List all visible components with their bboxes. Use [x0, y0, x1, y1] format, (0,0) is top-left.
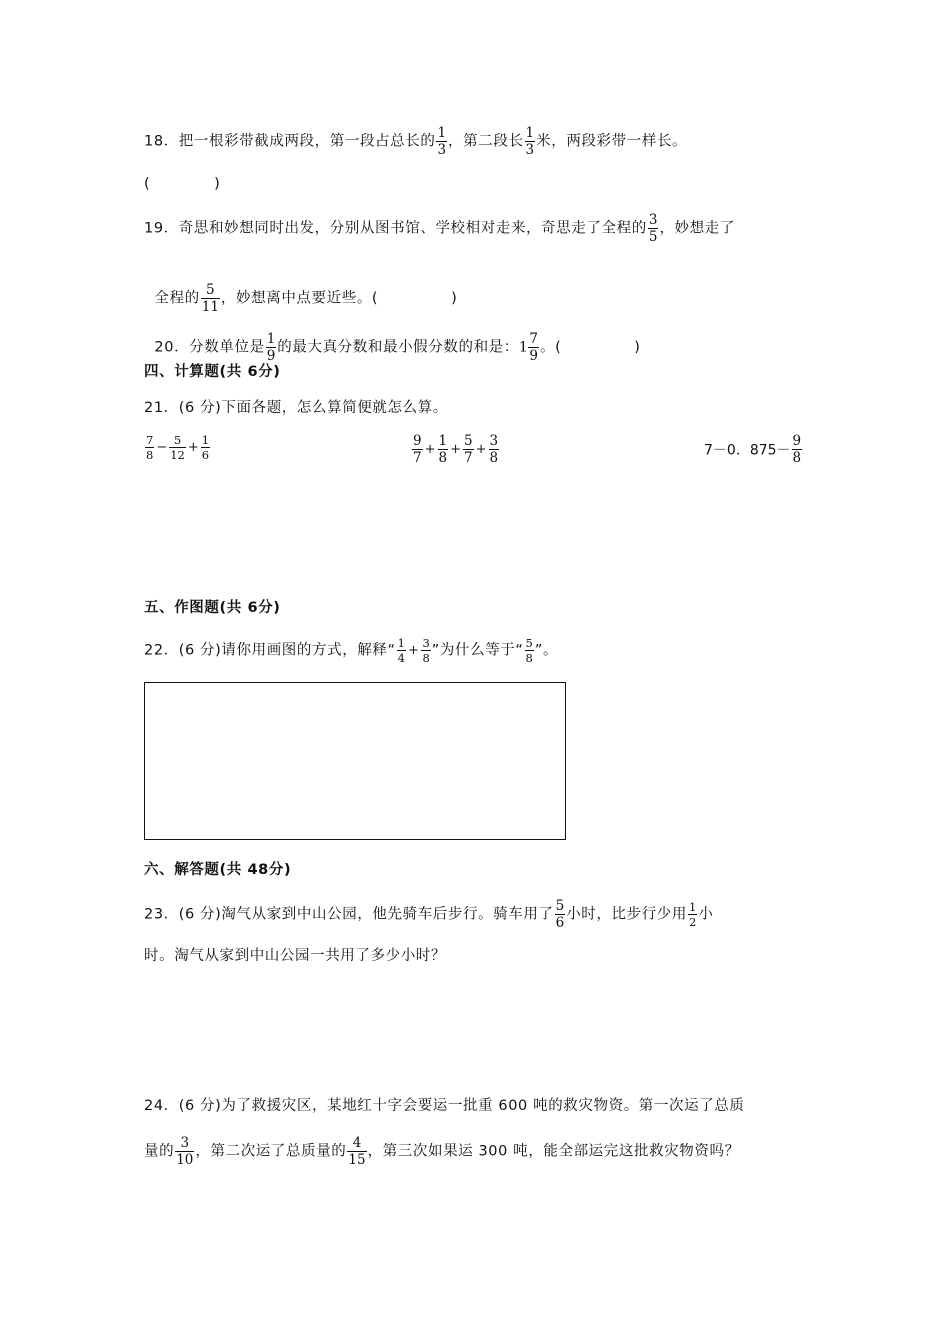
fraction: $\frac{5}{8}$	[525, 636, 533, 665]
fraction: $\frac{5}{6}$	[555, 898, 565, 931]
section-5-heading: 五、作图题(共 6分)	[144, 600, 281, 616]
question-20: 20．分数单位是 $\frac{1}{9}$ 的最大真分数和最小假分数的和是：1 $\frac{7}{9}$ 。( )	[154, 331, 641, 364]
section-6-heading: 六、解答题(共 48分)	[144, 862, 292, 878]
fraction: $\frac{7}{9}$	[529, 331, 538, 364]
fraction: $\frac{4}{15}$	[348, 1135, 366, 1168]
section-4-heading: 四、计算题(共 6分)	[144, 364, 281, 380]
question-22: 22．(6 分)请你用画图的方式，解释“ $\frac{1}{4}$ + $\frac{3}{8}$ ”为什么等于“ $\frac{5}{8}$ ”。	[144, 636, 559, 665]
calc-expression-2: $\frac{9}{7}$ + $\frac{1}{8}$ + $\frac{5}{7}$ + $\frac{3}{8}$	[413, 433, 499, 466]
fraction: $\frac{3}{8}$	[422, 636, 430, 665]
question-19: 19．奇思和妙想同时出发，分别从图书馆、学校相对走来，奇思走了全程的 $\frac{3}{5}$ ，妙想走了	[144, 212, 735, 245]
answer-blank-18[interactable]: ( )	[144, 176, 220, 192]
fraction: $\frac{5}{11}$	[201, 282, 219, 315]
fraction: $\frac{1}{9}$	[266, 331, 276, 364]
fraction: $\frac{1}{2}$	[689, 900, 697, 929]
fraction: $\frac{1}{3}$	[525, 125, 535, 158]
question-18: 18．把一根彩带截成两段，第一段占总长的 $\frac{1}{3}$ ，第二段长 $\frac{1}{3}$ 米，两段彩带一样长。	[144, 125, 688, 158]
question-21: 21．(6 分)下面各题，怎么算简便就怎么算。	[144, 400, 448, 416]
question-24-cont: 量的 $\frac{3}{10}$ ，第二次运了总质量的 $\frac{4}{15}$ ，第三次如果运 300 吨，能全部运完这批救灾物资吗？	[144, 1135, 740, 1168]
fraction: $\frac{1}{3}$	[437, 125, 447, 158]
fraction: $\frac{3}{10}$	[176, 1135, 194, 1168]
question-23: 23．(6 分)淘气从家到中山公园，他先骑车后步行。骑车用了 $\frac{5}{6}$ 小时，比步行少用 $\frac{1}{2}$ 小	[144, 898, 714, 931]
calc-expression-1: $\frac{7}{8}$ − $\frac{5}{12}$ + $\frac{1}{6}$	[146, 433, 210, 462]
question-24: 24．(6 分)为了救援灾区，某地红十字会要运一批重 600 吨的救灾物资。第一次运了总质	[144, 1098, 745, 1114]
question-23-cont: 时。淘气从家到中山公园一共用了多少小时？	[144, 948, 446, 964]
drawing-area[interactable]	[144, 682, 566, 840]
fraction: $\frac{1}{4}$	[397, 636, 405, 665]
fraction: $\frac{3}{5}$	[648, 212, 658, 245]
question-19-cont: 全程的 $\frac{5}{11}$ ，妙想离中点要近些。( )	[154, 282, 458, 315]
calc-expression-3: 7－0．875－ $\frac{9}{8}$	[704, 433, 802, 466]
